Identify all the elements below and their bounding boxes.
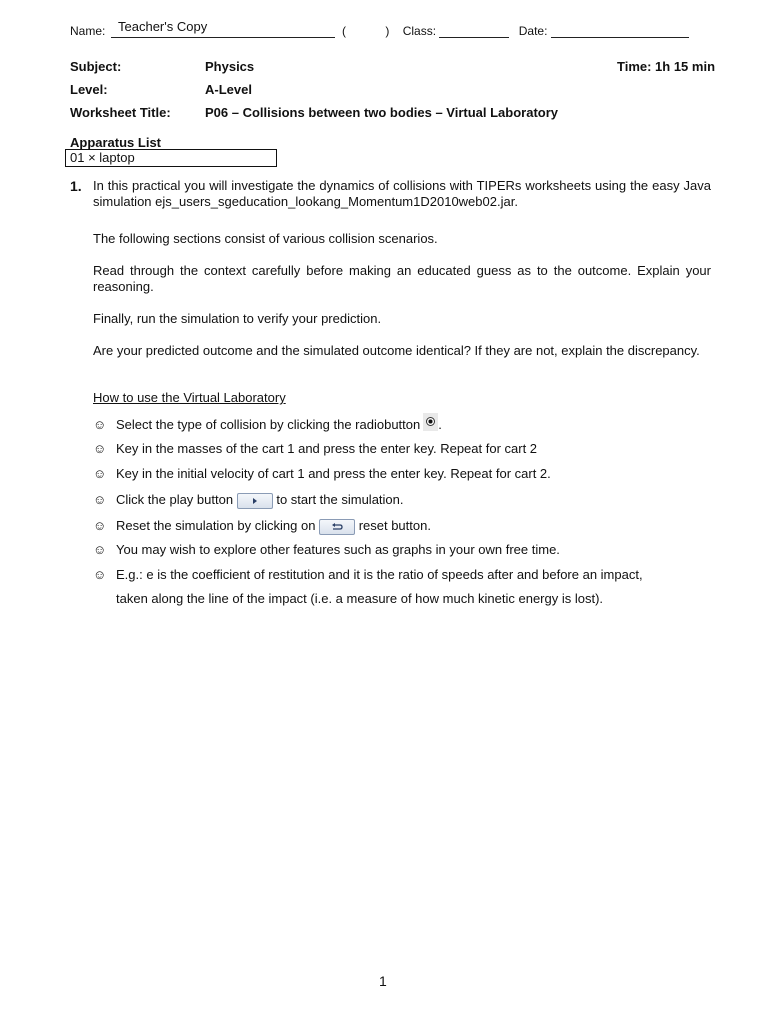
- bullet-text: Key in the initial velocity of cart 1 and press the enter key. Repeat for cart 2.: [116, 466, 551, 481]
- question-paragraph-2: The following sections consist of various collision scenarios.: [93, 231, 438, 246]
- paren-open: (: [342, 24, 347, 38]
- smiley-icon: ☺: [93, 567, 107, 582]
- date-label: Date:: [518, 24, 548, 38]
- bullet-text-end: .: [438, 417, 442, 432]
- howto-heading: How to use the Virtual Laboratory: [93, 390, 286, 405]
- smiley-icon: ☺: [93, 417, 107, 432]
- bullet-item: [93, 488, 713, 511]
- radiobutton-icon: [423, 413, 438, 431]
- bullet-text: Key in the masses of the cart 1 and press the enter key. Repeat for cart 2: [116, 441, 538, 456]
- play-button-icon: [237, 493, 273, 509]
- apparatus-item: 01 × laptop: [70, 150, 135, 165]
- smiley-icon: ☺: [93, 518, 107, 533]
- bullet-item: [93, 413, 713, 436]
- worksheet-title-label: Worksheet Title:: [70, 105, 171, 120]
- apparatus-heading: Apparatus List: [70, 135, 162, 150]
- worksheet-title-value: P06 – Collisions between two bodies – Virtual Laboratory: [205, 105, 559, 120]
- question-paragraph-5: Are your predicted outcome and the simulated outcome identical? If they are not, explain the discrepancy.: [93, 343, 700, 358]
- smiley-icon: ☺: [93, 492, 107, 507]
- bullet-text: Click the play button: [116, 492, 234, 507]
- subject-label: Subject:: [70, 59, 122, 74]
- name-value: Teacher's Copy: [118, 19, 208, 34]
- bullet-text: E.g.: e is the coefficient of restitution and it is the ratio of speeds after and before an impact,: [116, 567, 643, 582]
- bullet-text: You may wish to explore other features such as graphs in your own free time.: [116, 542, 560, 557]
- bullet-item: [93, 563, 713, 586]
- level-value: A-Level: [205, 82, 252, 97]
- name-label: Name:: [70, 24, 106, 38]
- question-paragraph-4: Finally, run the simulation to verify your prediction.: [93, 311, 382, 326]
- question-paragraph-3: Read through the context carefully before making an educated guess as to the outcome. Explain your reasoning.: [93, 263, 711, 294]
- reset-button-icon: [319, 519, 355, 535]
- bullet-text: Reset the simulation by clicking on: [116, 518, 316, 533]
- bullet-item: [93, 437, 713, 460]
- bullet-continuation: taken along the line of the impact (i.e. a measure of how much kinetic energy is lost).: [116, 591, 604, 606]
- bullet-text-end: reset button.: [358, 518, 431, 533]
- question-paragraph-1: In this practical you will investigate the dynamics of collisions with TIPERs worksheets using the easy Java simulation ejs_users_sgeducation_lookang_Momentum1D2010web02.jar.: [93, 178, 711, 209]
- bullet-item: [93, 514, 713, 537]
- class-field-line: [439, 24, 509, 38]
- smiley-icon: ☺: [93, 441, 107, 456]
- class-label: Class:: [402, 24, 437, 38]
- smiley-icon: ☺: [93, 466, 107, 481]
- subject-value: Physics: [205, 59, 255, 74]
- bullet-text-end: to start the simulation.: [276, 492, 404, 507]
- page-number: 1: [379, 973, 387, 989]
- paren-close: ): [385, 24, 390, 38]
- bullet-item: [93, 462, 713, 485]
- date-field-line: [551, 24, 689, 38]
- time-value: Time: 1h 15 min: [617, 59, 716, 74]
- bullet-text: Select the type of collision by clicking the radiobutton: [116, 417, 421, 432]
- bullet-item: [93, 538, 713, 561]
- level-label: Level:: [70, 82, 108, 97]
- apparatus-box: [65, 149, 277, 167]
- smiley-icon: ☺: [93, 542, 107, 557]
- question-number: 1.: [70, 178, 82, 194]
